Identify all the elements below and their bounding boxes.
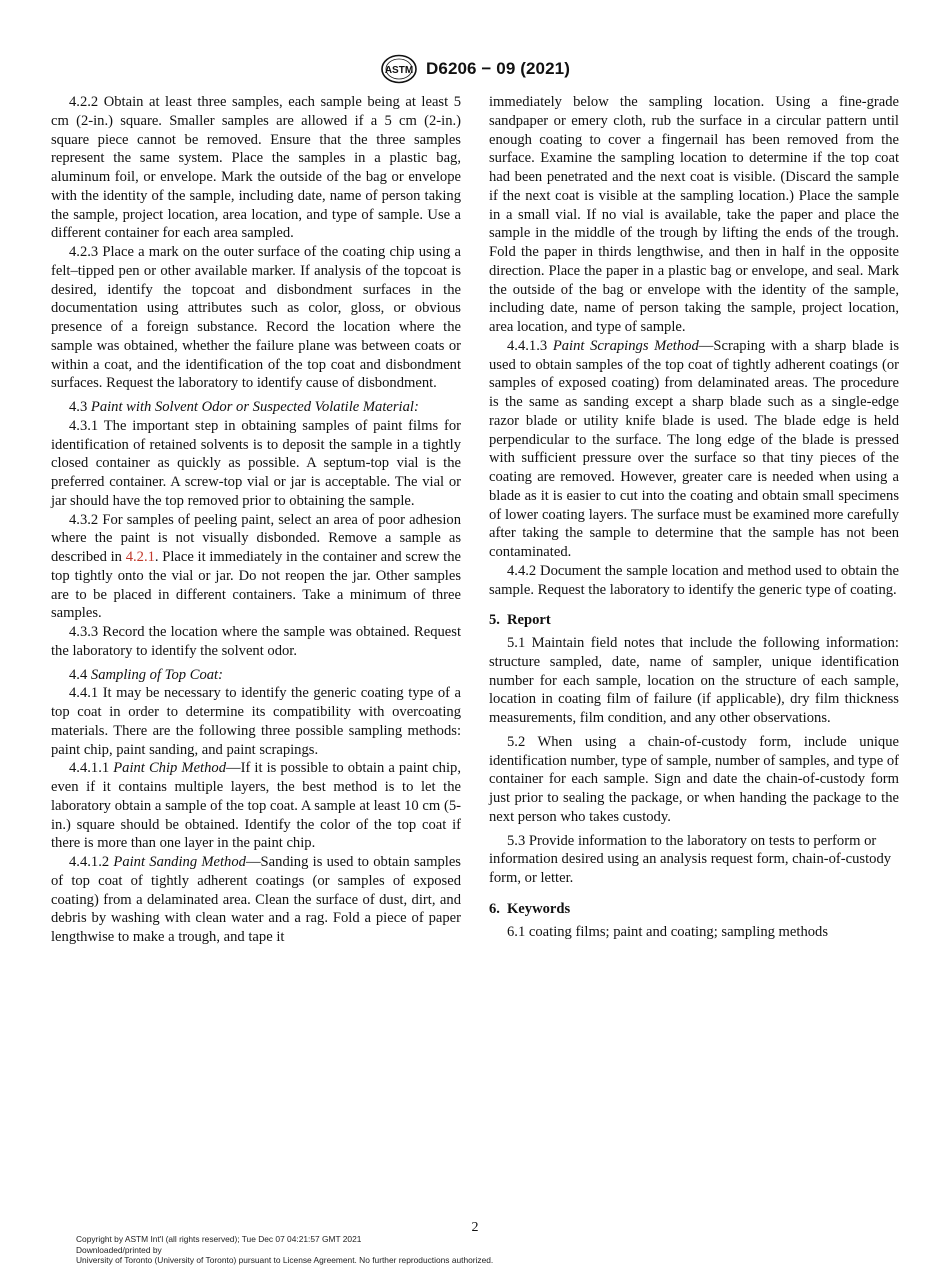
section-6-heading: [489, 900, 899, 919]
paragraph-text: . Place it immediately in the container and screw the top tightly onto the vial or jar. Do not reopen the jar. Other samples are to be placed in different containers. Take a minimum of three samples.: [51, 549, 461, 622]
paragraph-text: —If it is possible to obtain a paint chip, even if it contains multiple layers, the best method is to let the laboratory obtain a sample of the top coat. A sample at least 10 cm (5-in.) square should be obtained. Identify the color of the top coat if there is more than one layer in the paint chip.: [51, 760, 461, 852]
reference-link-4-2-1[interactable]: 4.2.1: [125, 549, 155, 565]
paragraph-4-4-1-2: [51, 853, 461, 947]
paragraph-number: 4.4.1.2: [69, 854, 110, 870]
paragraph-4-2-3: 4.2.3 Place a mark on the outer surface of the coating chip using a felt–tipped pen or other available marker. If analysis of the topcoat is desired, identify the topcoat and disbondment surfaces in the documentation using attributes such as color, gloss, or obvious presence of a foreign substance. Record the location where the sample was obtained, whether the failure plane was between coats or within a coat, and the identification of the top coat and disbondment surfaces. Request the laboratory to identify cause of disbondment.: [51, 244, 461, 392]
footer-line-license: University of Toronto (University of Toronto) pursuant to License Agreement. No further reproductions authorized.: [76, 1255, 494, 1265]
paragraph-text: —Scraping with a sharp blade is used to obtain samples of the top coat of tightly adherent coatings (or samples of exposed coating) from delaminated areas. The procedure is the same as sanding except a sharp blade such as a single-edge razor blade or utility knife blade is used. The blade edge is held perpendicular to the surface. The long edge of the blade is pressed with sufficient pressure over the surface so that tiny pieces of the coating are removed. However, greater care is needed when using a blade as it is easier to cut into the coating and obtain small specimens of lower coating layers. The surface must be examined more carefully after taking the sample to determine that the sample has not been contaminated.: [489, 337, 899, 560]
document-designation: D6206 − 09 (2021): [426, 59, 570, 78]
left-column: [51, 93, 461, 947]
paragraph-text: 4.3.2 For samples of peeling paint, select an area of poor adhesion where the paint is not visually disbonded. Remove a sample as described in: [51, 511, 461, 565]
paragraph-4-4-1-1: [51, 759, 461, 853]
paragraph-5-2: 5.2 When using a chain-of-custody form, include unique identification number, type of sample, number of samples, and type of container for each sample. Sign and date the chain-of-custody form just prior to sealing the package, or when handing the package to the next person who takes custody.: [489, 733, 899, 825]
paragraph-4-4-1-3: [489, 337, 899, 562]
footer-line-copyright: Copyright by ASTM Int'l (all rights reserved); Tue Dec 07 04:21:57 GMT 2021: [76, 1234, 362, 1244]
method-title: Paint Scrapings Method: [552, 337, 699, 354]
section-title: Report: [506, 612, 551, 629]
section-4-4-heading: [51, 666, 461, 685]
paragraph-4-4-1-2-continued: immediately below the sampling location. Using a fine-grade sandpaper or emery cloth, rub the surface in a circular pattern until enough coating to cover a fingernail has been removed from the surface. Examine the sampling location to determine if the top coat had been penetrated and the next coat is visible. (Discard the sample if the next coat is visible at the sampling location.) Place the sample in a small vial. If no vial is available, take the paper and place the sample in the middle of the trough by lifting the ends of the trough. Fold the paper in thirds lengthwise, and then in half in the opposite direction. Place the paper in a plastic bag or envelope, and seal. Mark the outside of the bag or envelope with the identity of the sample, including date, name of person taking the sample, project location, area location, and type of sample.: [489, 94, 899, 335]
section-title: Keywords: [506, 900, 571, 917]
method-title: Paint Chip Method: [113, 760, 226, 777]
section-5-heading: [489, 611, 899, 630]
paragraph-5-3: 5.3 Provide information to the laboratory on tests to perform or information desired using an analysis request form, chain-of-custody form, or letter.: [489, 832, 892, 886]
astm-logo-text: ASTM: [384, 65, 414, 76]
paragraph-text: —Sanding is used to obtain samples of top coat of tightly adherent coatings (or samples of exposed coating) from a delaminated area. Clean the surface of dust, dirt, and debris by washing with clean water and a rag. Fold a piece of paper lengthwise to make a trough, and tape it: [51, 854, 461, 945]
section-number: 4.4: [69, 666, 88, 683]
paragraph-6-1: 6.1 coating films; paint and coating; sampling methods: [507, 923, 829, 940]
right-column: [489, 93, 899, 941]
paragraph-5-1: 5.1 Maintain field notes that include the following information: structure sampled, date, name of sampler, unique identification number for each sample, location on the structure of each sample, location in coating film of failure (if applicable), dry film thickness measurements, film condition, and any other observations.: [489, 635, 899, 726]
page-header: [0, 54, 950, 84]
section-number: 5.: [489, 612, 500, 629]
paragraph-number: 4.4.1.1: [69, 760, 110, 777]
paragraph-4-2-2: 4.2.2 Obtain at least three samples, each sample being at least 5 cm (2-in.) square. Smaller samples are allowed if a 5 cm (2-in.) square piece cannot be removed. Ensure that the three samples represent the same system. Place the samples in a plastic bag, aluminum foil, or envelope. Mark the outside of the bag or envelope with the identity of the sample, including date, name of person taking the sample, project location, area location, and type of sample. Use a different container for each area sampled.: [51, 94, 461, 242]
astm-logo-icon: [380, 54, 418, 84]
section-title: Sampling of Top Coat:: [90, 666, 223, 683]
paragraph-4-4-1: 4.4.1 It may be necessary to identify the generic coating type of a top coat in order to determine its compatibility with overcoating materials. There are the following three possible sampling methods: paint chip, paint sanding, and paint scrapings.: [51, 685, 461, 758]
method-title: Paint Sanding Method: [113, 854, 246, 870]
footer-line-downloaded: Downloaded/printed by: [76, 1244, 162, 1255]
paragraph-number: 4.4.1.3: [507, 337, 548, 354]
paragraph-4-4-2: 4.4.2 Document the sample location and method used to obtain the sample. Request the laboratory to identify the generic type of coating.: [489, 562, 899, 598]
paragraph-4-3-2: [51, 511, 461, 624]
section-4-3-heading: [51, 398, 461, 417]
page-number: 2: [471, 1220, 479, 1235]
section-number: 4.3: [69, 399, 88, 415]
copyright-footer: [76, 1234, 493, 1266]
paragraph-4-3-3: 4.3.3 Record the location where the sample was obtained. Request the laboratory to identify the solvent odor.: [51, 624, 461, 659]
section-number: 6.: [489, 900, 500, 917]
paragraph-4-3-1: 4.3.1 The important step in obtaining samples of paint films for identification of retained solvents is to deposit the sample in a tightly closed container as quickly as possible. A septum-top vial is the preferred container. A screw-top vial or jar is acceptable. The vial or jar should have the top removed prior to obtaining the sample.: [51, 417, 461, 509]
section-title: Paint with Solvent Odor or Suspected Volatile Material:: [90, 399, 419, 415]
